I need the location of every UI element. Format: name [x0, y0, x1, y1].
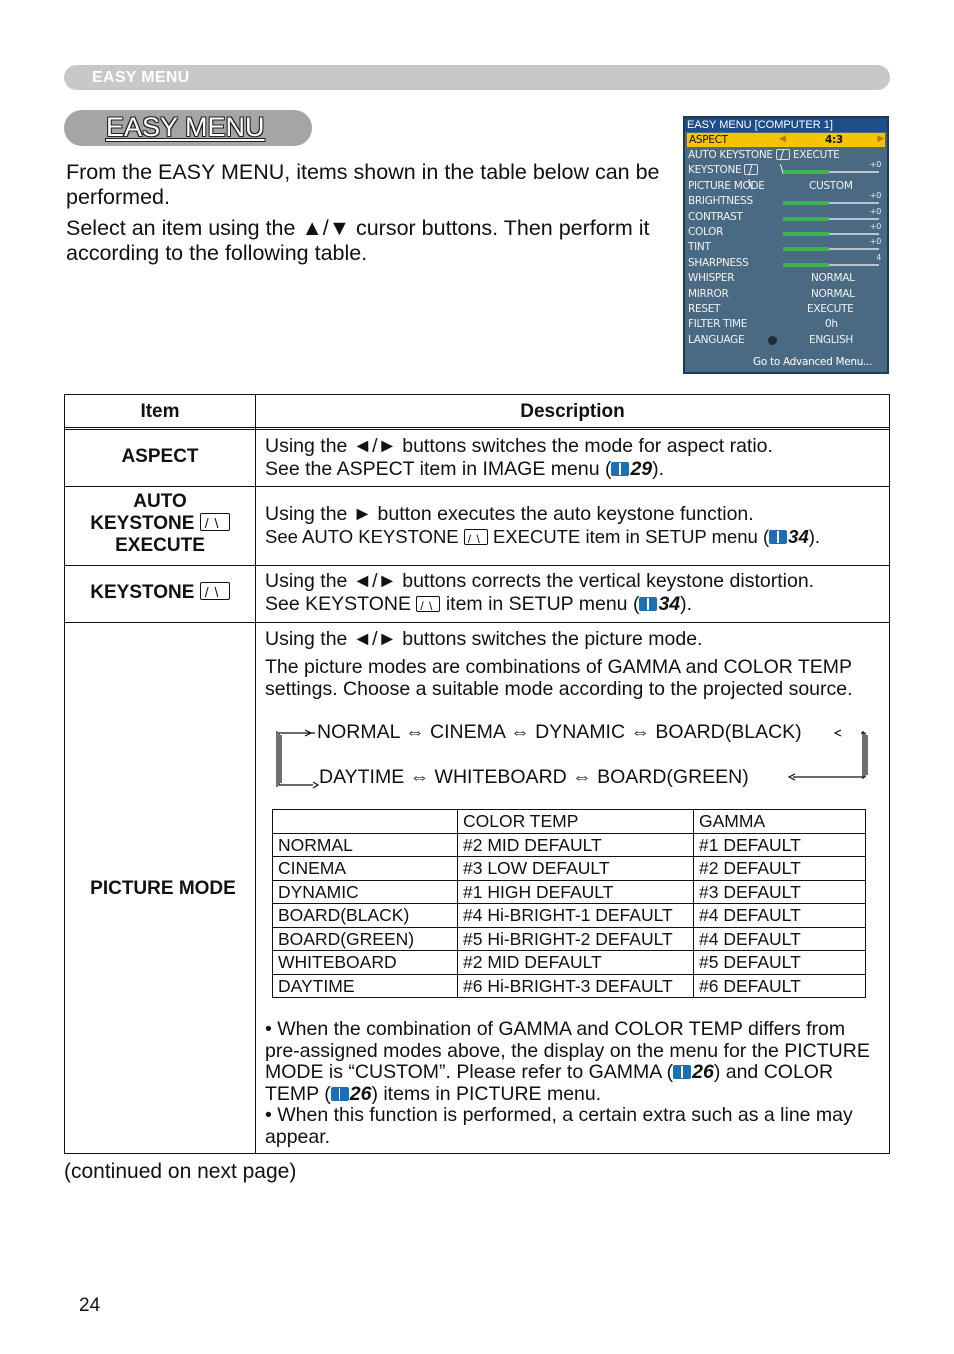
- subtable-cell: #5 DEFAULT: [694, 951, 866, 975]
- osd-label: ASPECT: [689, 134, 728, 146]
- subtable-cell: #4 Hi-BRIGHT-1 DEFAULT: [458, 904, 694, 928]
- subtable-row: [273, 927, 866, 951]
- header-divider: [65, 427, 889, 430]
- osd-label: AUTO KEYSTONE / \: [688, 149, 790, 161]
- osd-row-filter-time: [685, 317, 887, 332]
- osd-row-brightness: [685, 191, 887, 209]
- osd-row-reset: [685, 302, 887, 317]
- subtable-row: [273, 833, 866, 857]
- item-auto-keystone: AUTO KEYSTONE / \ EXECUTE: [65, 491, 255, 557]
- subtable-row: [273, 904, 866, 928]
- desc-picture-mode-notes: • When the combination of GAMMA and COLOR TEMP differs from pre-assigned modes above, the display on the menu for the PICTURE MODE is “CUSTOM”. Please refer to GAMMA ( 26) and COLOR TEMP ( 26) items in PICTURE menu. • When this function is performed, a certain extra such as a line may appear.: [265, 1018, 870, 1148]
- osd-value: NORMAL: [811, 272, 855, 285]
- osd-row-contrast: [685, 206, 887, 225]
- osd-slider: [783, 264, 879, 266]
- subtable-header-cell: GAMMA: [694, 810, 866, 834]
- subtable-cell: DYNAMIC: [273, 880, 458, 904]
- subtable-cell: #3 LOW DEFAULT: [458, 857, 694, 881]
- right-arrow-icon: ▶: [877, 134, 884, 144]
- osd-label: SHARPNESS: [688, 256, 749, 269]
- subtable-cell: #1 HIGH DEFAULT: [458, 880, 694, 904]
- osd-label: MIRROR: [688, 287, 729, 300]
- col-header-item: Item: [140, 401, 180, 422]
- osd-advanced-menu-link: Go to Advanced Menu...: [753, 356, 873, 368]
- osd-value: CUSTOM: [809, 179, 853, 192]
- osd-value: +0: [869, 237, 881, 247]
- osd-value: +0: [869, 191, 881, 201]
- easy-menu-table: [64, 394, 890, 1154]
- table-column-divider: [255, 395, 256, 1153]
- row-divider: [65, 622, 889, 623]
- picture-mode-cycle: [273, 721, 873, 797]
- subtable-cell: BOARD(GREEN): [273, 927, 458, 951]
- subtable-cell: #2 MID DEFAULT: [458, 833, 694, 857]
- row-divider: [65, 486, 889, 487]
- osd-label: BRIGHTNESS: [688, 195, 753, 208]
- item-aspect: ASPECT: [121, 446, 199, 467]
- osd-label: PICTURE MODE: [688, 179, 765, 192]
- subtable-cell: #6 Hi-BRIGHT-3 DEFAULT: [458, 974, 694, 998]
- section-header-text: EASY MENU: [92, 69, 190, 86]
- osd-row-auto-keystone: [685, 148, 887, 163]
- osd-row-keystone: [685, 160, 887, 178]
- keystone-icon: [776, 149, 790, 160]
- subtable-cell: BOARD(BLACK): [273, 904, 458, 928]
- osd-row-whisper: [685, 271, 887, 286]
- book-icon: [673, 1065, 691, 1079]
- subtable-cell: NORMAL: [273, 833, 458, 857]
- page-title: EASY MENU: [106, 112, 265, 142]
- globe-icon: [768, 336, 777, 345]
- desc-auto-keystone: Using the ► button executes the auto keystone function. See AUTO KEYSTONE / \ EXECUTE item in SETUP menu ( 34).: [265, 503, 885, 548]
- osd-label: LANGUAGE: [688, 333, 745, 346]
- subtable-cell: #4 DEFAULT: [694, 927, 866, 951]
- subtable-cell: #3 DEFAULT: [694, 880, 866, 904]
- keystone-icon: [200, 582, 230, 600]
- continued-note: (continued on next page): [64, 1160, 297, 1183]
- intro-paragraph-2: Select an item using the ▲/▼ cursor buttons. Then perform it according to the following table.: [66, 216, 650, 265]
- item-picture-mode: PICTURE MODE: [90, 878, 236, 899]
- osd-value: NORMAL: [811, 287, 855, 300]
- subtable-row: [273, 857, 866, 881]
- subtable-header-row: [273, 810, 866, 834]
- osd-value: EXECUTE: [793, 149, 840, 161]
- osd-label: CONTRAST: [688, 210, 743, 223]
- book-icon: [769, 530, 787, 544]
- osd-slider: [783, 171, 879, 173]
- osd-value: ENGLISH: [809, 333, 854, 346]
- subtable-cell: CINEMA: [273, 857, 458, 881]
- intro-paragraph-1: From the EASY MENU, items shown in the table below can be performed.: [66, 160, 660, 209]
- osd-row-tint: [685, 237, 887, 255]
- desc-picture-mode-line1: Using the ◄/► buttons switches the picture mode.: [265, 628, 703, 650]
- osd-menu-screenshot: [683, 116, 889, 374]
- left-arrow-icon: ◀: [779, 134, 786, 144]
- osd-value: +0: [869, 206, 881, 216]
- osd-label: RESET: [688, 302, 721, 315]
- desc-keystone: Using the ◄/► buttons corrects the vertical keystone distortion. See KEYSTONE / \ item in SETUP menu ( 34).: [265, 570, 885, 615]
- subtable-cell: #2 MID DEFAULT: [458, 951, 694, 975]
- subtable-header-cell: COLOR TEMP: [458, 810, 694, 834]
- keystone-icon: [744, 164, 758, 175]
- osd-row-mirror: [685, 287, 887, 302]
- picture-mode-settings-table: [272, 809, 866, 998]
- col-header-description: Description: [520, 401, 625, 422]
- row-divider: [65, 565, 889, 566]
- subtable-cell: #6 DEFAULT: [694, 974, 866, 998]
- osd-value: +0: [869, 160, 881, 170]
- osd-slider: [783, 248, 879, 250]
- subtable-cell: DAYTIME: [273, 974, 458, 998]
- osd-slider: [783, 218, 879, 220]
- subtable-row: [273, 880, 866, 904]
- osd-value: +0: [869, 221, 881, 231]
- keystone-icon: [464, 529, 488, 545]
- section-header-bar: [64, 65, 890, 90]
- cycle-top-text: NORMAL ⇔ CINEMA ⇔ DYNAMIC ⇔ BOARD(BLACK): [317, 721, 802, 743]
- osd-label: COLOR: [688, 225, 724, 238]
- osd-row-color: [685, 221, 887, 240]
- desc-aspect: Using the ◄/► buttons switches the mode for aspect ratio. See the ASPECT item in IMAGE menu ( 29).: [265, 435, 773, 480]
- book-icon: [639, 597, 657, 611]
- osd-value: 4: [876, 252, 881, 262]
- osd-row-language: [685, 333, 887, 348]
- item-keystone: KEYSTONE / \: [65, 582, 255, 604]
- osd-value: 4:3: [825, 134, 843, 146]
- subtable-cell: WHITEBOARD: [273, 951, 458, 975]
- desc-picture-mode-para2: The picture modes are combinations of GAMMA and COLOR TEMP settings. Choose a suitable mode according to the projected source.: [265, 656, 853, 700]
- osd-slider: [783, 233, 879, 235]
- page-title-pill: [64, 110, 312, 146]
- subtable-cell: #4 DEFAULT: [694, 904, 866, 928]
- keystone-icon: [416, 596, 440, 612]
- subtable-cell: #1 DEFAULT: [694, 833, 866, 857]
- osd-label: FILTER TIME: [688, 318, 748, 331]
- osd-label: KEYSTONE / \: [688, 164, 758, 176]
- subtable-row: [273, 951, 866, 975]
- osd-row-sharpness: [685, 252, 887, 271]
- osd-title: EASY MENU [COMPUTER 1]: [685, 118, 887, 132]
- osd-row-picture-mode: [685, 179, 887, 194]
- osd-label: TINT: [688, 241, 711, 254]
- osd-value: EXECUTE: [807, 302, 854, 315]
- keystone-icon: [200, 513, 230, 531]
- osd-row-aspect: [687, 133, 885, 147]
- cycle-bottom-text: DAYTIME ⇔ WHITEBOARD ⇔ BOARD(GREEN): [319, 766, 749, 788]
- book-icon: [611, 462, 629, 476]
- subtable-row: [273, 974, 866, 998]
- osd-label: WHISPER: [688, 272, 735, 285]
- subtable-cell: #2 DEFAULT: [694, 857, 866, 881]
- osd-slider: [783, 202, 879, 204]
- book-icon: [331, 1087, 349, 1101]
- subtable-header-cell: [273, 810, 458, 834]
- osd-value: 0h: [825, 318, 838, 331]
- page-number: 24: [79, 1295, 101, 1316]
- subtable-cell: #5 Hi-BRIGHT-2 DEFAULT: [458, 927, 694, 951]
